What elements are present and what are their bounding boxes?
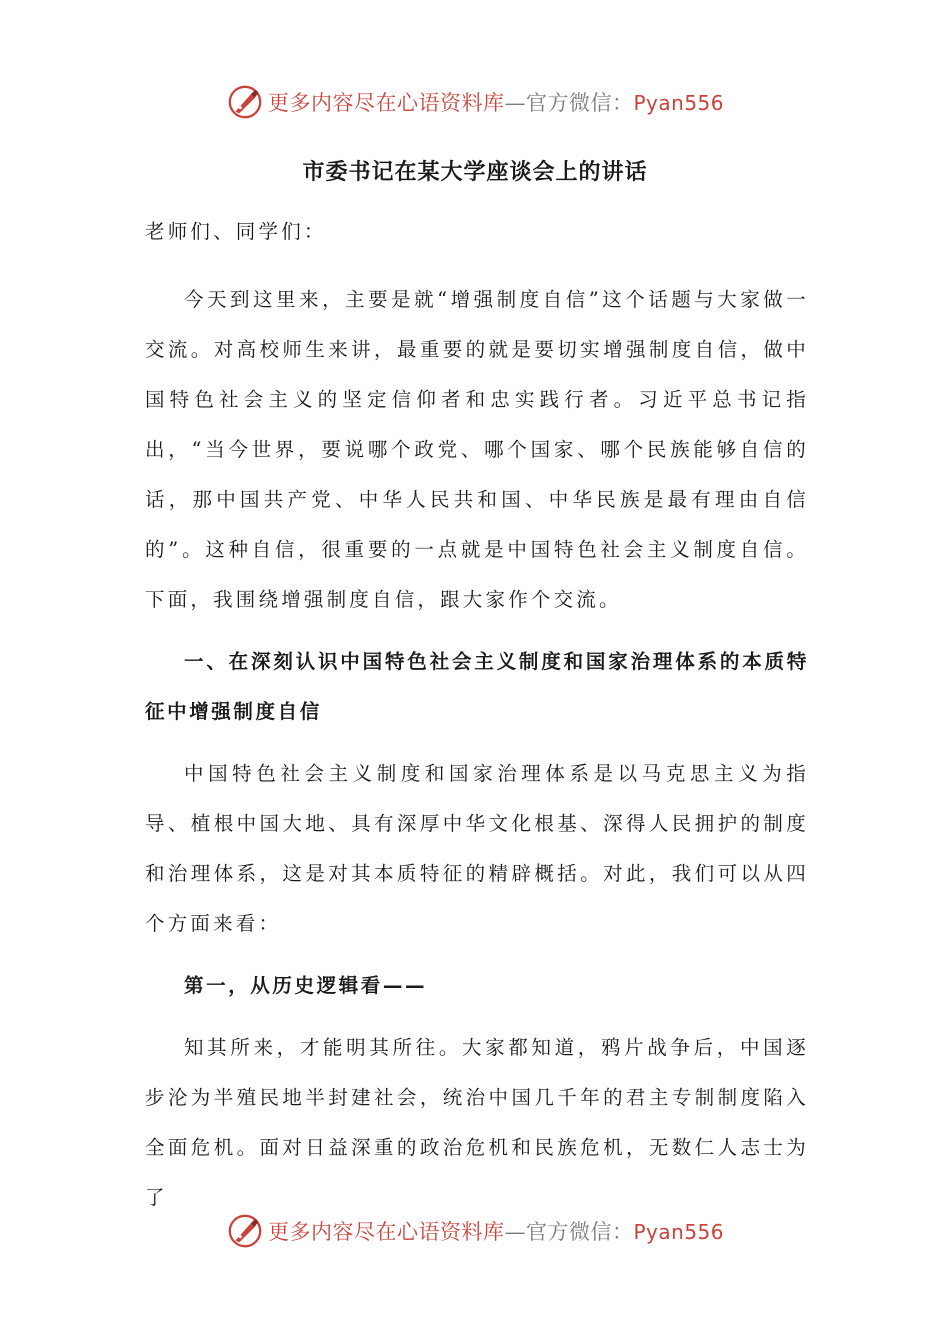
pen-nib-circle-icon bbox=[226, 1212, 264, 1250]
watermark-text bbox=[268, 87, 724, 117]
salutation: 老师们、同学们： bbox=[145, 220, 327, 243]
watermark-dash: — bbox=[504, 1220, 526, 1244]
watermark-middle: 官方微信： bbox=[525, 1220, 634, 1244]
watermark-prefix: 更多内容尽在心语资料库 bbox=[267, 1220, 505, 1244]
paragraph-intro: 今天到这里来，主要是就“增强制度自信”这个话题与大家做一交流。对高校师生来讲，最重要的就是要切实增强制度自信，做中国特色社会主义的坚定信仰者和忠实践行者。习近平总书记指出，“当今世界，要说哪个政党、哪个国家、哪个民族能够自信的话，那中国共产党、中华人民共和国、中华民族是最有理由自信的”。这种自信，很重要的一点就是中国特色社会主义制度自信。下面，我围绕增强制度自信，跟大家作个交流。 bbox=[145, 288, 809, 611]
watermark-text bbox=[268, 1216, 724, 1246]
paragraph-history: 知其所来，才能明其所往。大家都知道，鸦片战争后，中国逐步沦为半殖民地半封建社会，统治中国几千年的君主专制制度陷入全面危机。面对日益深重的政治危机和民族危机，无数仁人志士为了 bbox=[145, 1036, 809, 1209]
watermark-middle: 官方微信： bbox=[525, 91, 634, 115]
section-heading-1: 一、在深刻认识中国特色社会主义制度和国家治理体系的本质特征中增强制度自信 bbox=[145, 650, 809, 723]
document-title: 市委书记在某大学座谈会上的讲话 bbox=[302, 160, 648, 185]
subheading-history-logic: 第一，从历史逻辑看—— bbox=[184, 974, 428, 997]
pen-nib-circle-icon bbox=[226, 83, 264, 121]
watermark-prefix: 更多内容尽在心语资料库 bbox=[267, 91, 505, 115]
watermark-handle: Pyan556 bbox=[633, 91, 724, 115]
document-body bbox=[145, 207, 809, 1223]
footer-watermark-banner bbox=[0, 1211, 950, 1251]
watermark-dash: — bbox=[504, 91, 526, 115]
paragraph-section-1: 中国特色社会主义制度和国家治理体系是以马克思主义为指导、植根中国大地、具有深厚中华文化根基、深得人民拥护的制度和治理体系，这是对其本质特征的精辟概括。对此，我们可以从四个方面来看： bbox=[145, 762, 809, 935]
watermark-handle: Pyan556 bbox=[633, 1220, 724, 1244]
header-watermark-banner bbox=[0, 82, 950, 122]
